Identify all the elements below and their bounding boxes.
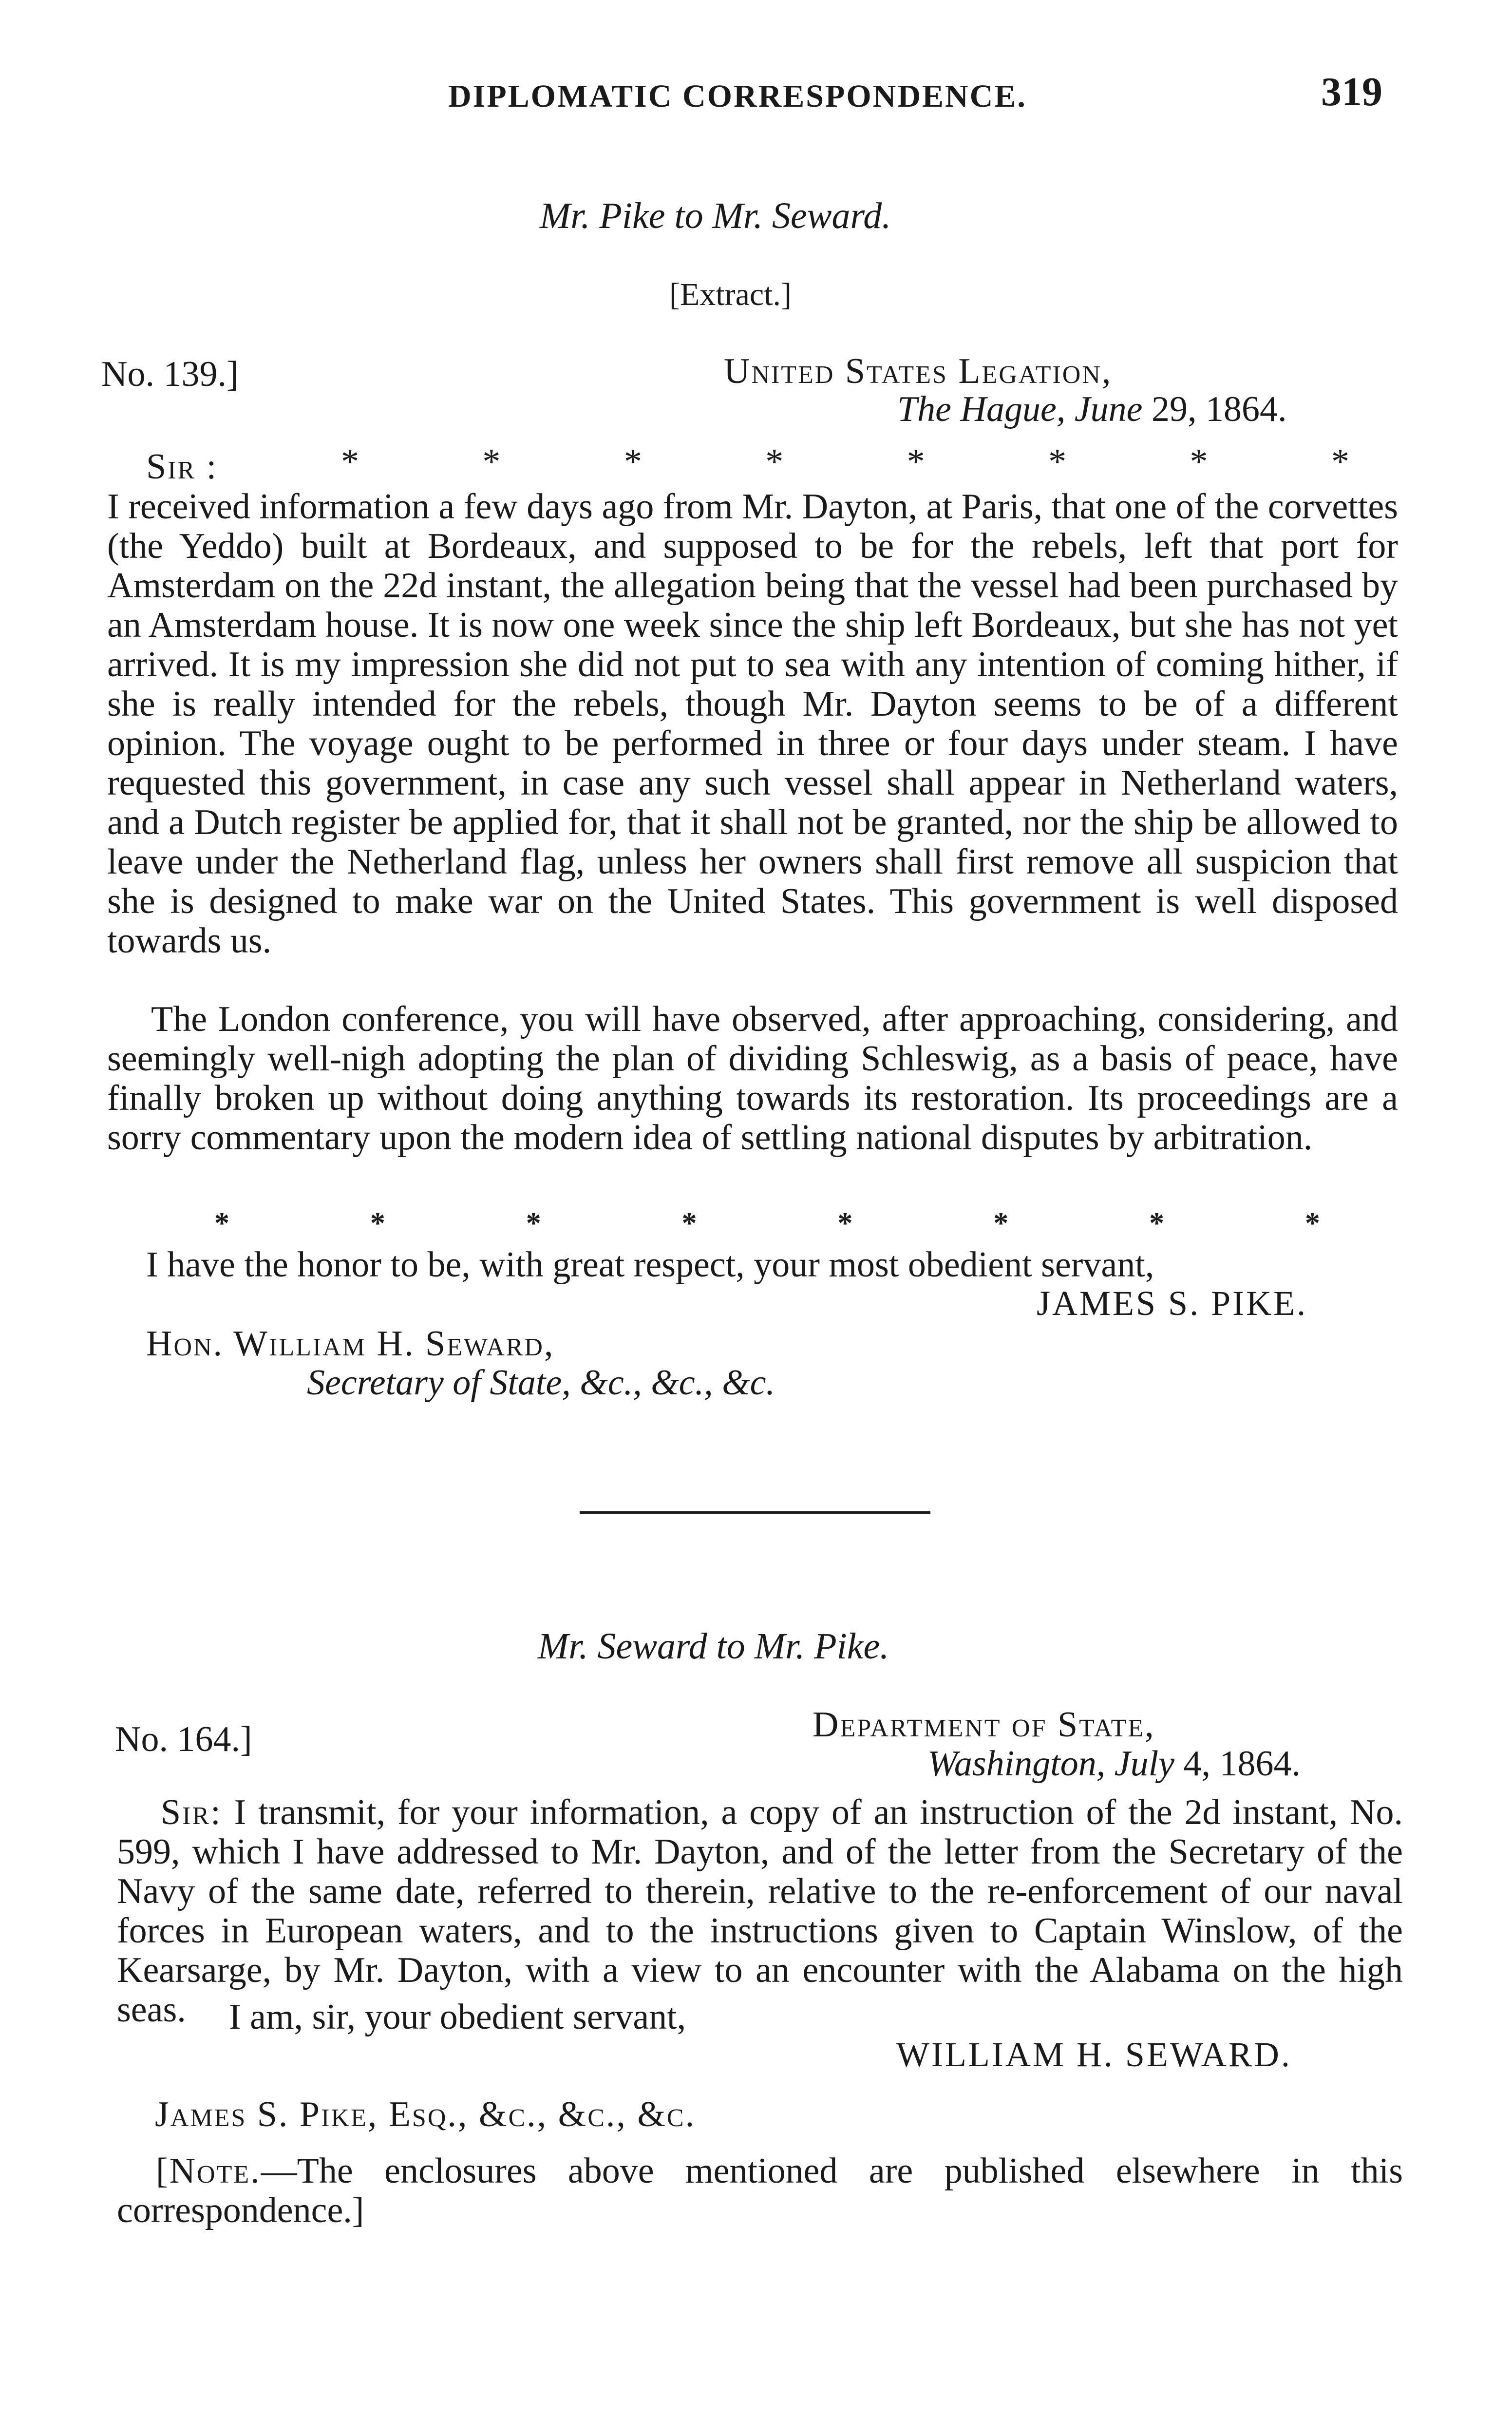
star: * <box>837 1207 853 1240</box>
letter2-place: Department of State, <box>813 1705 1155 1745</box>
star: * <box>1048 442 1067 482</box>
letter1-paragraph-2 <box>107 1000 1398 1158</box>
star: * <box>765 442 784 482</box>
extract-note: [Extract.] <box>669 277 792 312</box>
star: * <box>1304 1207 1320 1240</box>
star: * <box>1149 1207 1165 1240</box>
section-divider <box>580 1511 930 1514</box>
letter1-addressee: Hon. William H. Seward, <box>146 1324 555 1364</box>
letter2-note <box>117 2151 1403 2230</box>
letter1-paragraph-2-text: The London conference, you will have observed, after approaching, considering, and seemingly well-nigh adopting the plan of dividing Schleswig, as a basis of peace, have finally broken up without doing anything towards its restoration. Its proceedings are a sorry commentary upon the modern idea of settling national disputes by arbitration. <box>107 999 1398 1158</box>
star: * <box>370 1207 385 1240</box>
letter1-signature: JAMES S. PIKE. <box>1037 1284 1308 1323</box>
letter1-paragraph-1 <box>107 487 1398 961</box>
star: * <box>907 442 925 482</box>
letter1-addressee-title: Secretary of State, &c., &c., &c. <box>307 1363 775 1403</box>
star: * <box>624 442 642 482</box>
letter2-salutation: Sir: <box>161 1792 222 1832</box>
note-text: —The enclosures above mentioned are published elsewhere in this correspondence.] <box>117 2151 1403 2230</box>
letter1-paragraph-1-text: I received information a few days ago from Mr. Dayton, at Paris, that one of the corvettes (the Yeddo) built at Bordeaux, and supposed to be for the rebels, left that port for Amsterdam on the 22d instant, the allegation being that the vessel had been purchased by an Amsterdam house. It is now one week since the ship left Bordeaux, but she has not yet arrived. It is my impression she did not put to sea with any intention of coming hither, if she is really intended for the rebels, though Mr. Dayton seems to be of a different opinion. The voyage ought to be performed in three or four days under steam. I have requested this government, in case any such vessel shall appear in Netherland waters, and a Dutch register be applied for, that it shall not be granted, nor the ship be allowed to leave under the Netherland flag, unless her owners shall first remove all suspicion that she is designed to make war on the United States. This government is well disposed towards us. <box>107 487 1398 961</box>
letter1-closing: I have the honor to be, with great respect, your most obedient servant, <box>146 1245 1154 1285</box>
letter1-ellipsis-stars <box>341 441 1349 483</box>
star: * <box>341 442 359 482</box>
star: * <box>1190 442 1208 482</box>
letter2-addressee: James S. Pike, Esq., &c., &c., &c. <box>155 2094 696 2134</box>
letter2-paragraph-1 <box>117 1793 1403 2030</box>
letter1-title: Mr. Pike to Mr. Seward. <box>540 195 891 236</box>
star: * <box>993 1207 1009 1240</box>
star: * <box>1331 442 1349 482</box>
star: * <box>681 1207 697 1240</box>
letter1-dateline: The Hague, June 29, 1864. <box>897 389 1287 429</box>
letter1-place: United States Legation, <box>724 351 1113 391</box>
letter2-paragraph-1-text: I transmit, for your information, a copy of an instruction of the 2d instant, No. 599, which I have addressed to Mr. Dayton, and of the letter from the Secretary of the Navy of the same date, referred to therein, relative to the re-enforcement of our naval forces in European waters, and to the instructions given to Captain Winslow, of the Kearsarge, by Mr. Dayton, with a view to an encounter with the Alabama on the high seas. <box>117 1792 1403 2030</box>
letter1-closing-stars <box>214 1206 1320 1241</box>
star: * <box>214 1207 229 1240</box>
page-number: 319 <box>1321 69 1382 114</box>
running-head: DIPLOMATIC CORRESPONDENCE. <box>448 78 1027 114</box>
letter1-number: No. 139.] <box>101 354 239 394</box>
star: * <box>482 442 501 482</box>
letter2-number: No. 164.] <box>115 1719 252 1759</box>
letter2-closing: I am, sir, your obedient servant, <box>229 1997 686 2037</box>
star: * <box>526 1207 541 1240</box>
letter2-dateline: Washington, July 4, 1864. <box>927 1744 1301 1784</box>
letter2-signature: WILLIAM H. SEWARD. <box>896 2035 1292 2074</box>
note-label: [Note. <box>156 2151 261 2191</box>
letter2-title: Mr. Seward to Mr. Pike. <box>538 1626 889 1667</box>
letter1-salutation: Sir : <box>146 447 218 487</box>
